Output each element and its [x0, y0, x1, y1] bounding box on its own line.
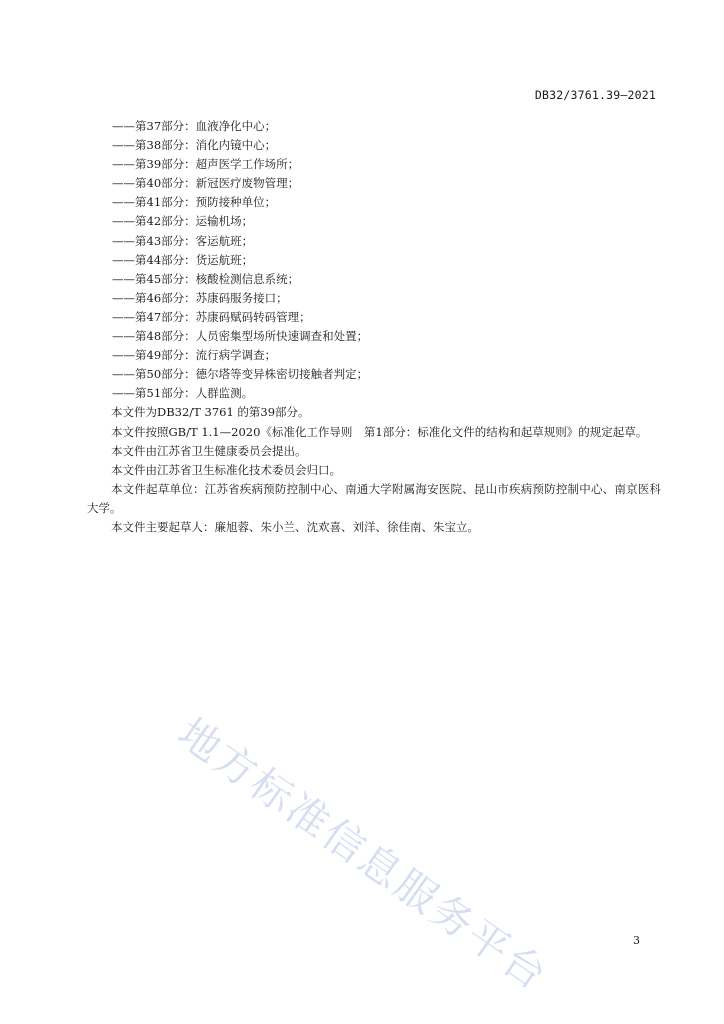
- document-body: [87, 117, 661, 537]
- list-item: ——第38部分：消化内镜中心；: [112, 138, 277, 153]
- list-item: ——第49部分：流行病学调查；: [112, 348, 277, 363]
- list-item: ——第46部分：苏康码服务接口；: [112, 290, 288, 305]
- list-item: ——第40部分：新冠医疗废物管理；: [112, 176, 300, 191]
- drafters-statement: 本文件主要起草人：廉旭蓉、朱小兰、沈欢喜、刘洋、徐佳南、朱宝立。: [111, 519, 479, 534]
- drafting-rules-statement: 本文件按照GB/T 1.1—2020《标准化工作导则 第1部分：标准化文件的结构和起草规则》的规定起草。: [111, 424, 648, 439]
- parts-list: [87, 117, 661, 403]
- list-item: ——第47部分：苏康码赋码转码管理；: [112, 309, 311, 324]
- list-item: ——第45部分：核酸检测信息系统；: [112, 271, 300, 286]
- list-item: ——第37部分：血液净化中心；: [112, 119, 277, 133]
- page-number: 3: [633, 934, 640, 947]
- list-item: ——第44部分：货运航班；: [112, 252, 254, 267]
- part-statement: 本文件为DB32/T 3761 的第39部分。: [111, 405, 310, 420]
- list-item: ——第42部分：运输机场；: [112, 214, 254, 229]
- proposer-statement: 本文件由江苏省卫生健康委员会提出。: [111, 443, 307, 458]
- list-item: ——第39部分：超声医学工作场所；: [112, 157, 300, 172]
- standard-code: DB32/3761.39—2021: [534, 88, 656, 102]
- list-item: ——第41部分：预防接种单位；: [112, 195, 277, 210]
- custodian-statement: 本文件由江苏省卫生标准化技术委员会归口。: [111, 462, 341, 477]
- drafting-units-statement: 本文件起草单位：江苏省疾病预防控制中心、南通大学附属海安医院、昆山市疾病预防控制中心、南京医科大学。: [87, 481, 661, 515]
- list-item: ——第51部分：人群监测。: [112, 386, 254, 401]
- list-item: ——第48部分：人员密集型场所快速调查和处置；: [112, 329, 369, 344]
- list-item: ——第50部分：德尔塔等变异株密切接触者判定；: [112, 367, 369, 382]
- watermark: 地方标准信息服务平台: [169, 708, 558, 1001]
- list-item: ——第43部分：客运航班；: [112, 233, 254, 248]
